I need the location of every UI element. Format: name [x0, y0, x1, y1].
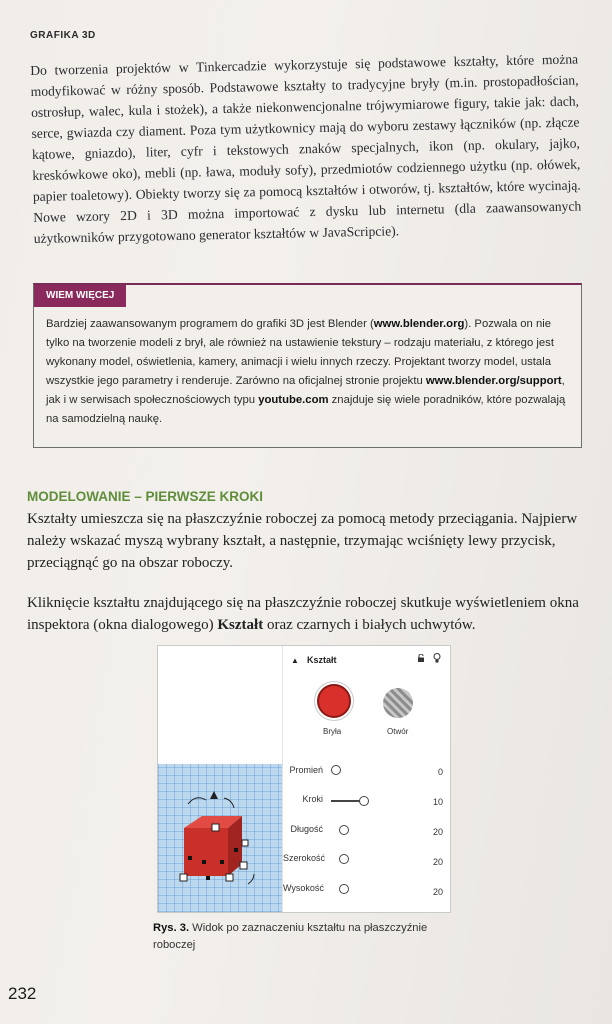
- info-text-3: , jak i w serwisach społecznościowych typu: [46, 375, 565, 406]
- p2-text-c: oraz czarnych i białych uchwytów.: [263, 617, 476, 633]
- hole-label: Otwór: [387, 727, 409, 736]
- page-number: 232: [8, 984, 37, 1003]
- workplane: [158, 764, 288, 912]
- hole-button[interactable]: [383, 688, 413, 718]
- caption-number: Rys. 3.: [153, 922, 190, 934]
- prop-length-label: Długość: [290, 824, 323, 834]
- steps-slider-track: [331, 800, 361, 802]
- info-text-2: ). Pozwala on nie tylko na tworzenie modeli z brył, ale również na ustawienie tekstury – rodzaju materiału, z którego jest wykonany model, oświetlenia, kamery, animacji i wielu innych rzeczy. Projektant tworzy model, ustala wszystkie jego parametry i renderuje. Zarówno na oficjalnej stronie projektu: [46, 318, 554, 387]
- info-text-1: Bardziej zaawansowanym programem do grafiki 3D jest Blender (: [46, 318, 374, 330]
- section-heading: MODELOWANIE – PIERWSZE KROKI: [27, 489, 264, 504]
- prop-radius-label: Promień: [289, 765, 323, 775]
- height-knob[interactable]: [339, 884, 349, 894]
- inspector-title: Kształt: [307, 655, 337, 665]
- red-cube-icon[interactable]: [158, 764, 288, 912]
- length-knob[interactable]: [339, 825, 349, 835]
- info-box-tab: WIEM WIĘCEJ: [34, 285, 126, 307]
- prop-width-label: Szerokość: [283, 853, 326, 863]
- intro-paragraph: Do tworzenia projektów w Tinkercadzie wykorzystuje się podstawowe kształty, które można modyfikować w różny sposób. Podstawowe kształty to tradycyjne bryły (m.in. prostopadłościan, ostrosłup, walec, kula i stożek), a także niekonwencjonalne trójwymiarowe figury, takie jak: dach, serce, gwiazda czy diament. Poza tym użytkownicy mają do wyboru zestawy łączników (np. złącze kątowe, gniazdo), liter, cyfr i tekstowych znaków specjalnych, ikon (np. okulary, jajko, kreskówkowe oko), mebli (np. ława, moduły sofy), przedmiotów codziennego użytku (np. ołówek, papier toaletowy). Obiekty tworzy się za pomocą kształtów i otworów, tj. kształtów, które wycinają. Nowe wzory 2D i 3D można importować z dysku lub internetu (dla zaawansowanych użytkowników przygotowano generator kształtów w JavaScripcie).: [30, 51, 582, 246]
- lock-icon[interactable]: [417, 654, 425, 662]
- figure-caption: [153, 920, 463, 954]
- youtube-link[interactable]: youtube.com: [258, 394, 329, 406]
- caption-text: Widok po zaznaczeniu kształtu na płaszczyźnie roboczej: [153, 922, 428, 951]
- info-box: [33, 283, 582, 448]
- section-label: GRAFIKA 3D: [30, 30, 96, 41]
- blender-link[interactable]: www.blender.org: [373, 318, 465, 330]
- lightbulb-icon[interactable]: [433, 653, 441, 663]
- solid-button[interactable]: [317, 684, 351, 718]
- prop-steps-label: Kroki: [302, 794, 323, 804]
- radius-knob[interactable]: [331, 765, 341, 775]
- paragraph-inspector: [27, 592, 587, 636]
- p2-text-a: Kliknięcie kształtu znajdującego się na płaszczyźnie roboczej skutkuje wyświetleniem okna inspektora (okna dialogowego): [27, 595, 579, 633]
- inspector-panel: [282, 646, 451, 912]
- info-text-4: znajduje się wiele poradników, które pozwalają na samodzielną naukę.: [46, 394, 566, 425]
- paragraph-dragging: Kształty umieszcza się na płaszczyźnie roboczej za pomocą metody przeciągania. Najpierw należy wskazać myszą wybrany kształt, a następnie, trzymając wciśnięty lewy przycisk, przeciągnąć go na obszar roboczy.: [27, 511, 578, 571]
- figure-screenshot: [157, 645, 451, 913]
- prop-length-value: 20: [432, 827, 443, 837]
- prop-width-value: 20: [432, 857, 443, 867]
- width-knob[interactable]: [339, 854, 349, 864]
- solid-label: Bryła: [323, 727, 342, 736]
- prop-height-label: Wysokość: [283, 883, 324, 893]
- info-box-text: [46, 315, 566, 429]
- p2-bold: Kształt: [217, 617, 264, 633]
- prop-steps-value: 10: [432, 797, 443, 807]
- prop-height-value: 20: [432, 887, 443, 897]
- prop-radius-value: 0: [437, 767, 443, 777]
- steps-slider-knob[interactable]: [359, 796, 369, 806]
- blender-support-link[interactable]: www.blender.org/support: [425, 375, 562, 387]
- collapse-caret-icon[interactable]: ▲: [291, 656, 299, 665]
